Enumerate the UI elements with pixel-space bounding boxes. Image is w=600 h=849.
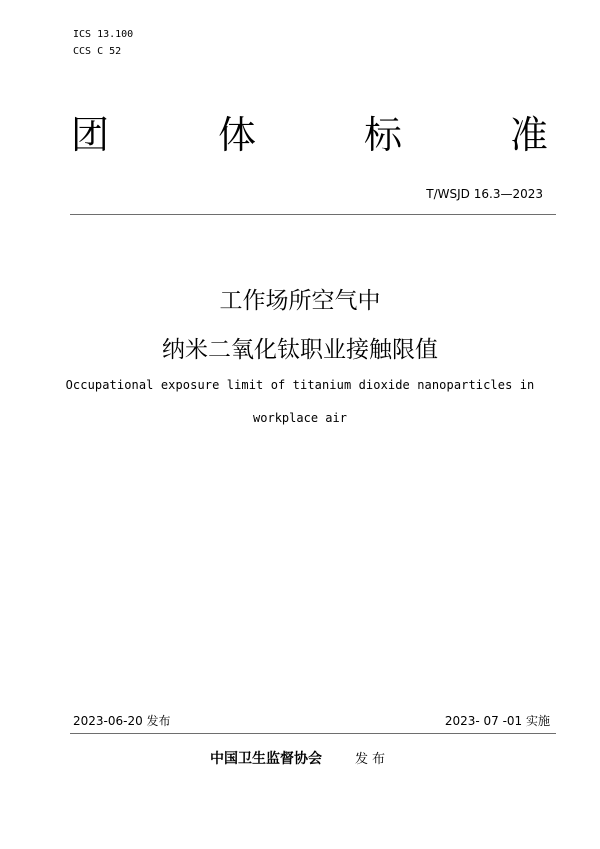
standard-type-char: 标 xyxy=(364,113,403,157)
implementation-date: 2023- 07 -01 实施 xyxy=(444,714,550,728)
standard-type-char: 体 xyxy=(218,113,257,157)
ccs-code: CCS C 52 xyxy=(73,46,122,57)
english-title-line-1: Occupational exposure limit of titanium dioxide nanoparticles in xyxy=(65,378,535,392)
ics-code: ICS 13.100 xyxy=(73,29,134,40)
standard-type-char: 准 xyxy=(510,113,549,157)
bottom-divider xyxy=(70,733,556,734)
chinese-title-line-1: 工作场所空气中 xyxy=(219,288,381,314)
english-title-line-2: workplace air xyxy=(253,411,347,425)
issue-label: 发布 xyxy=(355,752,390,767)
standard-type-char: 团 xyxy=(71,113,110,157)
top-divider xyxy=(70,214,556,215)
chinese-title-line-2: 纳米二氧化钛职业接触限值 xyxy=(162,337,438,363)
issuing-organization: 中国卫生监督协会 xyxy=(210,751,322,767)
standard-number: T/WSJD 16.3—2023 xyxy=(426,187,543,201)
publication-date: 2023-06-20 发布 xyxy=(73,714,171,728)
